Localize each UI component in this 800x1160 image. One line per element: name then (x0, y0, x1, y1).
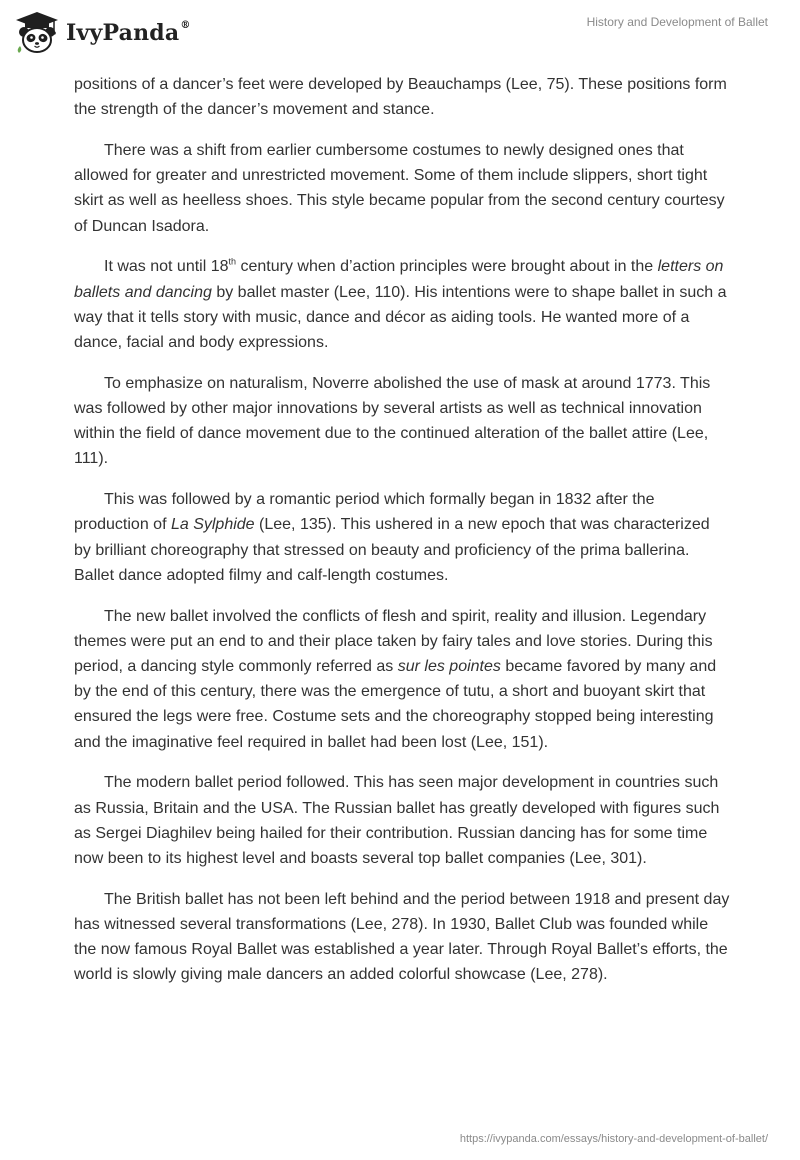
paragraph-2: There was a shift from earlier cumbersome costumes to newly designed ones that allowed for greater and unrestricted movement. Some of them include slippers, short tight skirt as well as heelless shoes. This style became popular from the second century courtesy of Duncan Isadora. (74, 142, 725, 235)
paragraph-3: It was not until 18th century when d’action principles were brought about in the letters on ballets and dancing by ballet master (Lee, 110). His intentions were to shape ballet in such a way that it tells story with music, dance and décor as aiding tools. He wanted more of a dance, facial and body expressions. (74, 257, 727, 352)
panda-graduate-icon (14, 10, 60, 54)
paragraph-8: The British ballet has not been left behind and the period between 1918 and present day has witnessed several transformations (Lee, 278). In 1930, Ballet Club was founded while the now famous Royal Ballet was established a year later. Through Royal Ballet’s efforts, the world is slowly giving male dancers an added colorful showcase (Lee, 278). (74, 890, 730, 984)
source-url[interactable]: https://ivypanda.com/essays/history-and-development-of-ballet/ (459, 1133, 768, 1145)
paragraph-7: The modern ballet period followed. This has seen major development in countries such as Russia, Britain and the USA. The Russian ballet has greatly developed with figures such as Sergei Diaghilev being hailed for their contribution. Russian dancing has for some time now been to its highest level and boasts several top ballet companies (Lee, 301). (74, 774, 720, 868)
essay-body (74, 72, 730, 1003)
page-header (0, 0, 800, 64)
italic-term: sur les pointes (397, 658, 501, 676)
ordinal-suffix: th (228, 257, 237, 268)
paragraph-5: This was followed by a romantic period which formally began in 1832 after the production of La Sylphide (Lee, 135). This ushered in a new epoch that was characterized by brilliant choreography that stressed on beauty and proficiency of the prima ballerina. Ballet dance adopted filmy and calf-length costumes. (74, 491, 710, 584)
ivypanda-logo[interactable] (14, 10, 191, 54)
registered-mark: ® (180, 19, 191, 31)
paragraph-4: To emphasize on naturalism, Noverre abolished the use of mask at around 1773. This was followed by other major innovations by several artists as well as technical innovation within the field of dance movement due to the continued alteration of the ballet attire (Lee, 111). (74, 374, 711, 468)
italic-title: La Sylphide (170, 516, 255, 534)
document-title: History and Development of Ballet (586, 15, 768, 29)
paragraph-6: The new ballet involved the conflicts of flesh and spirit, reality and illusion. Legendary themes were put an end to and their place taken by fairy tales and love stories. During this period, a dancing style commonly referred as sur les pointes became favored by many and by the end of this century, there was the emergence of tutu, a short and buoyant skirt that ensured the legs were free. Costume sets and the choreography stopped being interesting and the imaginative feel required in ballet had been lost (Lee, 151). (74, 607, 717, 751)
brand-name: IvyPanda® (66, 19, 191, 46)
paragraph-1: positions of a dancer’s feet were developed by Beauchamps (Lee, 75). These positions form the strength of the dancer’s movement and stance. (74, 76, 727, 119)
italic-title: letters on ballets and dancing (74, 258, 724, 301)
